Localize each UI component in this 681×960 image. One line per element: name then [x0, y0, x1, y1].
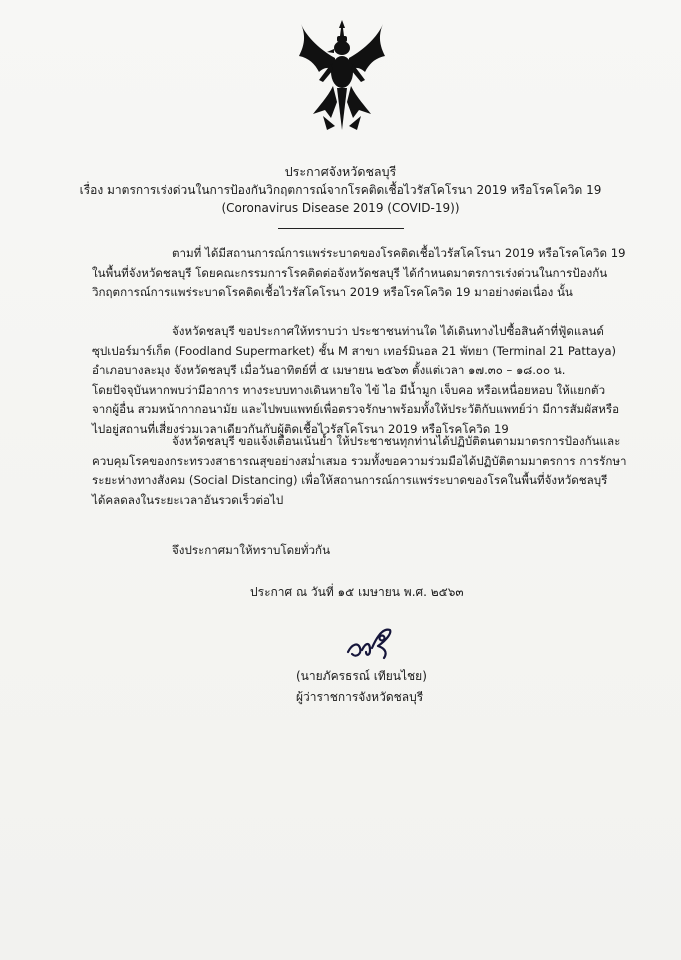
subject-line-english: (Coronavirus Disease 2019 (COVID-19))	[221, 201, 460, 215]
paragraph-line: ระยะห่างทางสังคม (Social Distancing) เพื่อให้สถานการณ์การแพร่ระบาดของโรคในพื้นที่จังหวัดชลบุรี	[92, 473, 608, 487]
announcement-title: ประกาศจังหวัดชลบุรี	[284, 164, 397, 179]
paragraph-line: อำเภอบางละมุง จังหวัดชลบุรี เมื่อวันอาทิตย์ที่ ๕ เมษายน ๒๕๖๓ ตั้งแต่เวลา ๑๗.๓๐ – ๑๘.๐๐ น.	[92, 363, 566, 377]
paragraph-1	[92, 244, 626, 303]
paragraph-line: จังหวัดชลบุรี ขอแจ้งเตือนเน้นย้ำ ให้ประชาชนทุกท่านได้ปฏิบัติตนตามมาตรการป้องกันและ	[172, 434, 621, 448]
announcement-date: ประกาศ ณ วันที่ ๑๕ เมษายน พ.ศ. ๒๕๖๓	[250, 585, 464, 599]
paragraph-line: โดยปัจจุบันหากพบว่ามีอาการ ทางระบบทางเดินหายใจ ไข้ ไอ มีน้ำมูก เจ็บคอ หรือเหนื่อยหอบ ให้แยกตัว	[92, 382, 606, 397]
signature-icon	[344, 624, 396, 664]
paragraph-line: ในพื้นที่จังหวัดชลบุรี โดยคณะกรรมการโรคติดต่อจังหวัดชลบุรี ได้กำหนดมาตรการเร่งด่วนในการป้องกัน	[92, 265, 608, 280]
paragraph-line: จึงประกาศมาให้ทราบโดยทั่วกัน	[172, 543, 330, 557]
signer-name: (นายภัครธรณ์ เทียนไชย)	[296, 669, 427, 683]
garuda-emblem-icon	[297, 18, 387, 136]
paragraph-line: จากผู้อื่น สวมหน้ากากอนามัย และไปพบแพทย์เพื่อตรวจรักษาพร้อมทั้งให้ประวัติกับแพทย์ว่า มีการสัมผัสหรือ	[92, 402, 620, 416]
paragraph-line: จังหวัดชลบุรี ขอประกาศให้ทราบว่า ประชาชนท่านใด ได้เดินทางไปซื้อสินค้าที่ฟู้ดแลนด์	[172, 324, 604, 338]
subject-line: เรื่อง มาตรการเร่งด่วนในการป้องกันวิกฤตการณ์จากโรคติดเชื้อไวรัสโคโรนา 2019 หรือโรคโควิด 19	[79, 183, 602, 197]
paragraph-4	[92, 541, 612, 561]
paragraph-line: ตามที่ ได้มีสถานการณ์การแพร่ระบาดของโรคติดเชื้อไวรัสโคโรนา 2019 หรือโรคโควิด 19	[172, 246, 626, 260]
paragraph-2	[92, 322, 620, 439]
signer-position: ผู้ว่าราชการจังหวัดชลบุรี	[296, 690, 424, 704]
title-divider	[278, 228, 404, 229]
paragraph-line: ได้คลดลงในระยะเวลาอันรวดเร็วต่อไป	[92, 492, 284, 507]
paragraph-line: ควบคุมโรคของกระทรวงสาธารณสุขอย่างสม่ำเสมอ รวมทั้งขอความร่วมมือได้ปฏิบัติตามมาตรการ การรักษา	[92, 453, 627, 468]
paragraph-line: ไปอยู่สถานที่เสี่ยงร่วมเวลาเดียวกันกับผู้ติดเชื้อไวรัสโคโรนา 2019 หรือโรคโควิด 19	[92, 421, 509, 436]
paragraph-line: ซุปเปอร์มาร์เก็ต (Foodland Supermarket) ชั้น M สาขา เทอร์มินอล 21 พัทยา (Terminal 21 Pattaya)	[92, 343, 617, 358]
paragraph-line: วิกฤตการณ์การแพร่ระบาดโรคติดเชื้อไวรัสโคโรนา 2019 หรือโรคโควิด 19 มาอย่างต่อเนื่อง นั้น	[92, 285, 573, 299]
paragraph-3	[92, 432, 627, 510]
